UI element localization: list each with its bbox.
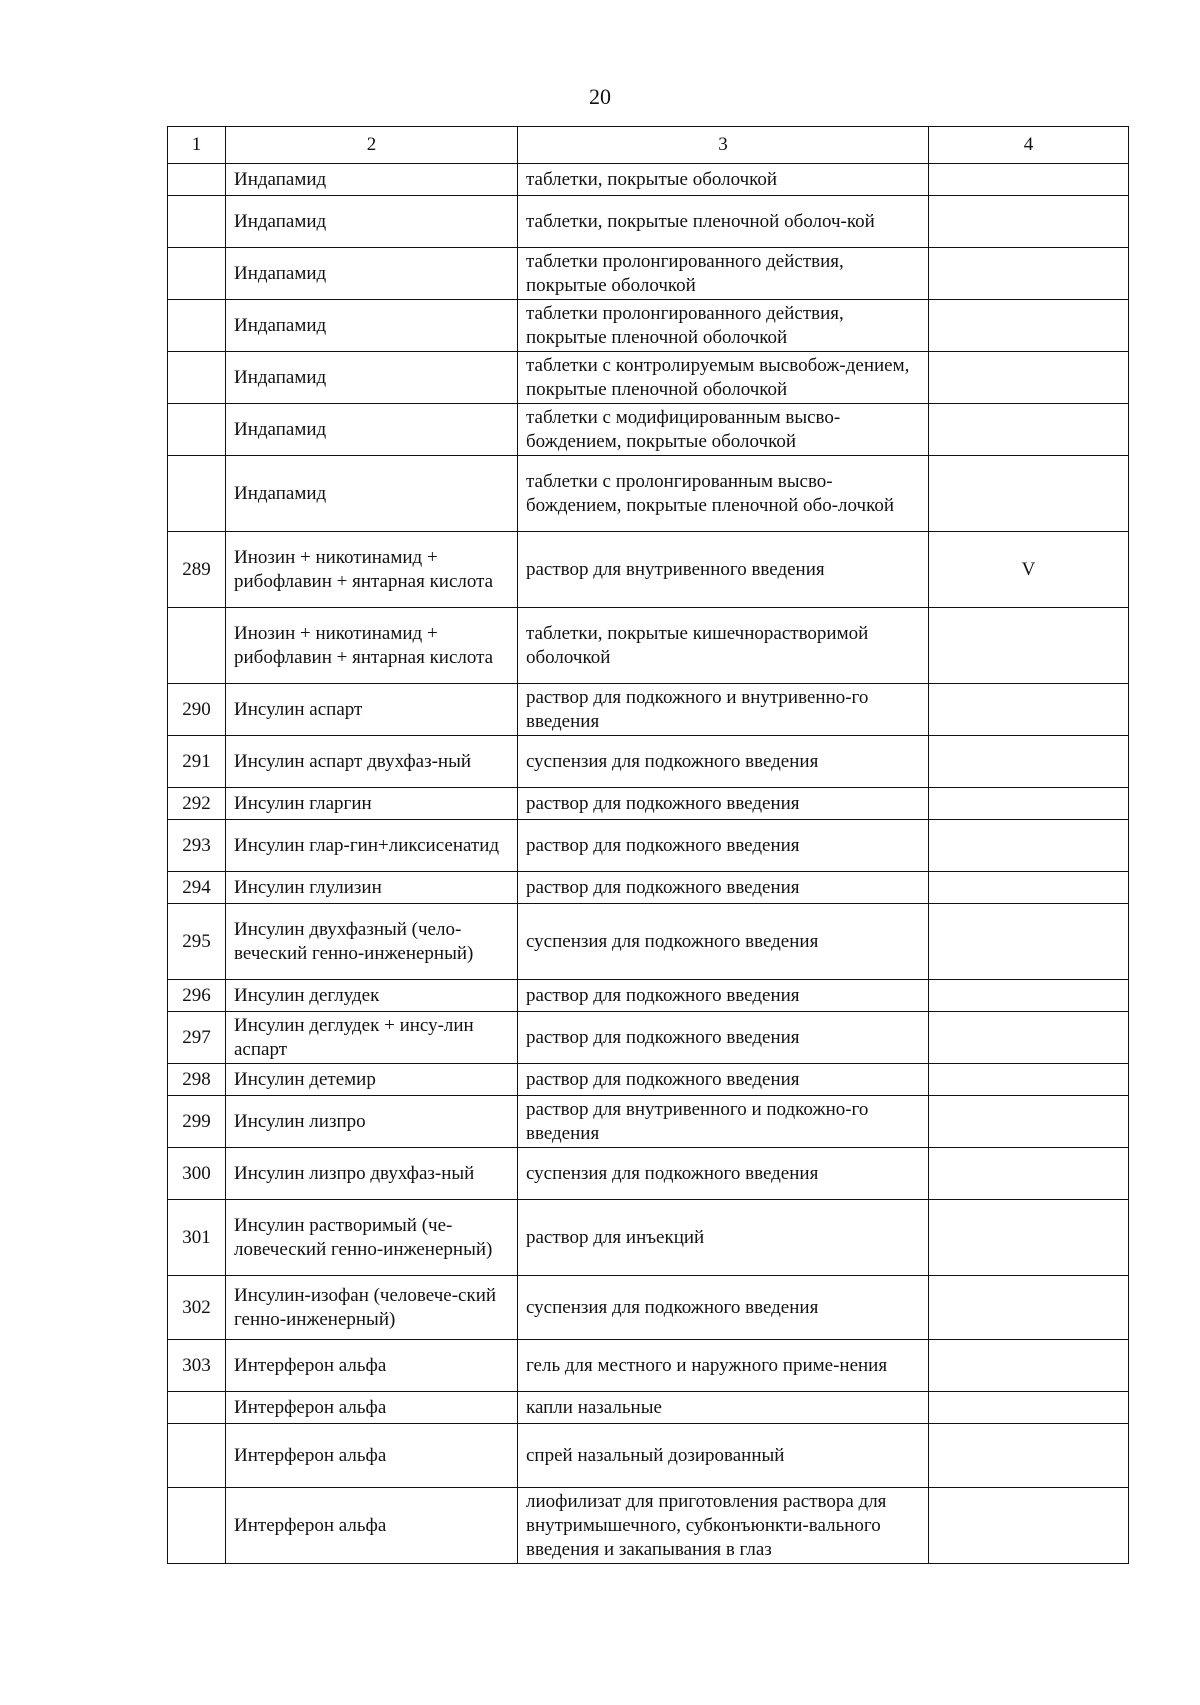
dosage-form-cell: лиофилизат для приготовления раствора для внутримышечного, субконъюнкти-вального введения и закапывания в глаз: [518, 1488, 929, 1564]
drug-name-cell: Инсулин глар-гин+ликсисенатид: [226, 820, 518, 872]
dosage-form-cell: раствор для инъекций: [518, 1200, 929, 1276]
row-number-cell: [168, 248, 226, 300]
mark-cell: [929, 196, 1129, 248]
header-cell: 3: [518, 127, 929, 164]
dosage-form-cell: раствор для внутривенного и подкожно-го введения: [518, 1096, 929, 1148]
dosage-form-cell: таблетки, покрытые кишечнорастворимой оболочкой: [518, 608, 929, 684]
table-row: [168, 196, 1129, 248]
table-row: [168, 980, 1129, 1012]
dosage-form-cell: раствор для подкожного и внутривенно-го введения: [518, 684, 929, 736]
row-number-cell: 296: [168, 980, 226, 1012]
table-row: [168, 1392, 1129, 1424]
row-number-cell: 294: [168, 872, 226, 904]
drug-name-cell: Инсулин аспарт: [226, 684, 518, 736]
dosage-form-cell: суспензия для подкожного введения: [518, 736, 929, 788]
row-number-cell: [168, 404, 226, 456]
drug-name-cell: Индапамид: [226, 196, 518, 248]
dosage-form-cell: таблетки, покрытые оболочкой: [518, 164, 929, 196]
table-row: [168, 1340, 1129, 1392]
row-number-cell: 292: [168, 788, 226, 820]
drug-name-cell: Индапамид: [226, 248, 518, 300]
table-row: [168, 788, 1129, 820]
drug-name-cell: Инсулин-изофан (человече-ский генно-инженерный): [226, 1276, 518, 1340]
drug-name-cell: Инсулин детемир: [226, 1064, 518, 1096]
page-number: 20: [589, 84, 611, 109]
drug-name-cell: Инсулин растворимый (че-ловеческий генно-инженерный): [226, 1200, 518, 1276]
drug-name-cell: Интерферон альфа: [226, 1340, 518, 1392]
table-row: [168, 248, 1129, 300]
table-row: [168, 1200, 1129, 1276]
dosage-form-cell: раствор для подкожного введения: [518, 820, 929, 872]
mark-cell: [929, 872, 1129, 904]
drug-name-cell: Инсулин глулизин: [226, 872, 518, 904]
mark-cell: [929, 352, 1129, 404]
dosage-form-cell: раствор для подкожного введения: [518, 980, 929, 1012]
dosage-form-cell: таблетки с контролируемым высвобож-дением, покрытые пленочной оболочкой: [518, 352, 929, 404]
mark-cell: V: [929, 532, 1129, 608]
dosage-form-cell: раствор для подкожного введения: [518, 1064, 929, 1096]
drug-name-cell: Интерферон альфа: [226, 1488, 518, 1564]
mark-cell: [929, 1200, 1129, 1276]
mark-cell: [929, 684, 1129, 736]
mark-cell: [929, 736, 1129, 788]
table-row: [168, 1276, 1129, 1340]
mark-cell: [929, 608, 1129, 684]
row-number-cell: [168, 196, 226, 248]
dosage-form-cell: раствор для подкожного введения: [518, 1012, 929, 1064]
mark-cell: [929, 1012, 1129, 1064]
header-cell: 1: [168, 127, 226, 164]
table-row: [168, 608, 1129, 684]
dosage-form-cell: таблетки, покрытые пленочной оболоч-кой: [518, 196, 929, 248]
table-row: [168, 820, 1129, 872]
table-row: [168, 300, 1129, 352]
drug-name-cell: Инсулин деглудек: [226, 980, 518, 1012]
header-row: [168, 127, 1129, 164]
dosage-form-cell: раствор для подкожного введения: [518, 872, 929, 904]
table-row: [168, 1148, 1129, 1200]
mark-cell: [929, 456, 1129, 532]
drug-name-cell: Индапамид: [226, 300, 518, 352]
mark-cell: [929, 164, 1129, 196]
table-row: [168, 164, 1129, 196]
drug-name-cell: Индапамид: [226, 164, 518, 196]
table-row: [168, 1064, 1129, 1096]
row-number-cell: 290: [168, 684, 226, 736]
row-number-cell: 301: [168, 1200, 226, 1276]
dosage-form-cell: капли назальные: [518, 1392, 929, 1424]
table-row: [168, 404, 1129, 456]
row-number-cell: 302: [168, 1276, 226, 1340]
row-number-cell: [168, 164, 226, 196]
table-row: [168, 1488, 1129, 1564]
dosage-form-cell: суспензия для подкожного введения: [518, 904, 929, 980]
table-row: [168, 456, 1129, 532]
mark-cell: [929, 904, 1129, 980]
row-number-cell: 300: [168, 1148, 226, 1200]
row-number-cell: 298: [168, 1064, 226, 1096]
row-number-cell: [168, 352, 226, 404]
drug-name-cell: Инсулин лизпро двухфаз-ный: [226, 1148, 518, 1200]
dosage-form-cell: раствор для подкожного введения: [518, 788, 929, 820]
drug-name-cell: Инозин + никотинамид + рибофлавин + янтарная кислота: [226, 532, 518, 608]
drug-name-cell: Инсулин аспарт двухфаз-ный: [226, 736, 518, 788]
dosage-form-cell: таблетки с модифицированным высво-бождением, покрытые оболочкой: [518, 404, 929, 456]
dosage-form-cell: спрей назальный дозированный: [518, 1424, 929, 1488]
row-number-cell: [168, 1392, 226, 1424]
mark-cell: [929, 820, 1129, 872]
mark-cell: [929, 248, 1129, 300]
dosage-form-cell: раствор для внутривенного введения: [518, 532, 929, 608]
dosage-form-cell: суспензия для подкожного введения: [518, 1276, 929, 1340]
row-number-cell: [168, 456, 226, 532]
table-row: [168, 1096, 1129, 1148]
row-number-cell: 299: [168, 1096, 226, 1148]
row-number-cell: 291: [168, 736, 226, 788]
dosage-form-cell: суспензия для подкожного введения: [518, 1148, 929, 1200]
row-number-cell: [168, 1488, 226, 1564]
drug-name-cell: Интерферон альфа: [226, 1424, 518, 1488]
row-number-cell: 303: [168, 1340, 226, 1392]
drug-name-cell: Индапамид: [226, 352, 518, 404]
dosage-form-cell: таблетки с пролонгированным высво-бождением, покрытые пленочной обо-лочкой: [518, 456, 929, 532]
mark-cell: [929, 300, 1129, 352]
mark-cell: [929, 1096, 1129, 1148]
header-cell: 4: [929, 127, 1129, 164]
drug-name-cell: Индапамид: [226, 404, 518, 456]
drug-name-cell: Индапамид: [226, 456, 518, 532]
mark-cell: [929, 1392, 1129, 1424]
header-cell: 2: [226, 127, 518, 164]
dosage-form-cell: таблетки пролонгированного действия, покрытые оболочкой: [518, 248, 929, 300]
row-number-cell: [168, 300, 226, 352]
mark-cell: [929, 1424, 1129, 1488]
mark-cell: [929, 1340, 1129, 1392]
table-row: [168, 352, 1129, 404]
mark-cell: [929, 1148, 1129, 1200]
dosage-form-cell: гель для местного и наружного приме-нения: [518, 1340, 929, 1392]
table-row: [168, 1012, 1129, 1064]
drug-name-cell: Интерферон альфа: [226, 1392, 518, 1424]
row-number-cell: [168, 608, 226, 684]
drug-name-cell: Инозин + никотинамид + рибофлавин + янтарная кислота: [226, 608, 518, 684]
drug-name-cell: Инсулин деглудек + инсу-лин аспарт: [226, 1012, 518, 1064]
drug-name-cell: Инсулин лизпро: [226, 1096, 518, 1148]
row-number-cell: 293: [168, 820, 226, 872]
row-number-cell: 295: [168, 904, 226, 980]
mark-cell: [929, 788, 1129, 820]
table-row: [168, 736, 1129, 788]
row-number-cell: 297: [168, 1012, 226, 1064]
row-number-cell: [168, 1424, 226, 1488]
mark-cell: [929, 1276, 1129, 1340]
mark-cell: [929, 1488, 1129, 1564]
table-row: [168, 1424, 1129, 1488]
row-number-cell: 289: [168, 532, 226, 608]
dosage-form-cell: таблетки пролонгированного действия, покрытые пленочной оболочкой: [518, 300, 929, 352]
drug-table: [167, 126, 1129, 1564]
table-row: [168, 904, 1129, 980]
drug-name-cell: Инсулин двухфазный (чело-веческий генно-инженерный): [226, 904, 518, 980]
table-row: [168, 684, 1129, 736]
table-row: [168, 872, 1129, 904]
mark-cell: [929, 980, 1129, 1012]
drug-name-cell: Инсулин гларгин: [226, 788, 518, 820]
mark-cell: [929, 1064, 1129, 1096]
table-row: [168, 532, 1129, 608]
mark-cell: [929, 404, 1129, 456]
